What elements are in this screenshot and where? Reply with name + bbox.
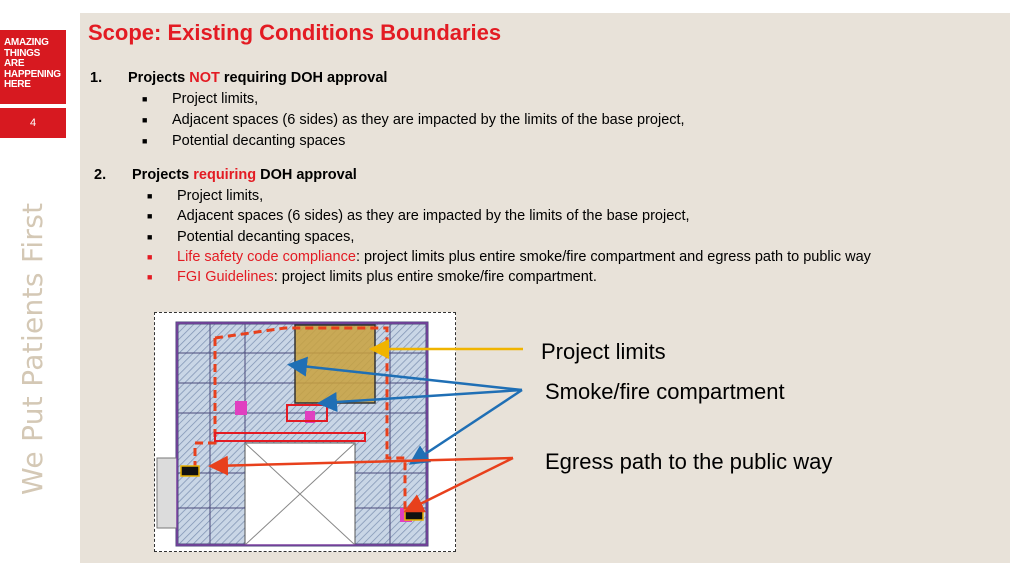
bullet-item — [142, 112, 685, 128]
bullet-item — [147, 229, 355, 245]
bullet-text: : project limits plus entire smoke/fire compartment and egress path to public way — [355, 249, 871, 265]
exit-icon — [405, 510, 423, 520]
section-1-heading — [90, 70, 387, 86]
section-number: 2. — [94, 167, 107, 183]
heading-prefix: Projects — [132, 167, 194, 183]
bullet-lead: FGI Guidelines — [177, 269, 274, 285]
page-number: 4 — [0, 108, 66, 138]
section-2-heading — [94, 167, 357, 183]
heading-highlight: NOT — [189, 70, 220, 86]
brand-line: ARE — [4, 58, 25, 69]
bullet-square-icon: ■ — [147, 211, 153, 221]
floor-plan-image — [154, 312, 456, 552]
legend-smoke-fire-compartment: Smoke/fire compartment — [545, 379, 785, 404]
bullet-item — [142, 133, 346, 149]
bullet-item — [142, 91, 259, 107]
bullet-item — [147, 208, 690, 224]
bullet-item — [147, 269, 597, 285]
bullet-text: Potential decanting spaces, — [177, 229, 355, 245]
bullet-square-icon: ■ — [147, 232, 153, 242]
sidebar — [0, 0, 66, 576]
legend-project-limits: Project limits — [541, 339, 666, 364]
section-number: 1. — [90, 70, 103, 86]
brand-line: THINGS — [4, 47, 40, 59]
bullet-text: Project limits, — [172, 91, 259, 107]
brand-logo — [0, 30, 66, 104]
bullet-text: Adjacent spaces (6 sides) as they are impacted by the limits of the base project, — [177, 208, 690, 224]
bullet-square-icon: ■ — [142, 94, 148, 104]
bullet-text: Project limits, — [177, 188, 264, 204]
heading-suffix: DOH approval — [256, 167, 357, 183]
brand-line: AMAZING — [4, 37, 49, 48]
slide-title: Scope: Existing Conditions Boundaries — [88, 20, 502, 45]
project-limits-area — [295, 325, 375, 403]
bullet-square-icon: ■ — [147, 191, 153, 201]
bullet-text: Potential decanting spaces — [172, 133, 346, 149]
floor-plan-drawing — [155, 313, 455, 551]
bullet-square-icon: ■ — [147, 272, 153, 282]
slogan-text: We Put Patients First — [16, 202, 49, 495]
bullet-item — [147, 188, 264, 204]
bullet-text: Adjacent spaces (6 sides) as they are impacted by the limits of the base project, — [172, 112, 685, 128]
bullet-square-icon: ■ — [142, 115, 148, 125]
exit-icon — [181, 466, 199, 476]
bullet-square-icon: ■ — [147, 252, 153, 262]
brand-line: HERE — [4, 79, 31, 90]
bullet-text: : project limits plus entire smoke/fire compartment. — [273, 269, 597, 285]
heading-highlight: requiring — [193, 167, 257, 183]
bullet-square-icon: ■ — [142, 136, 148, 146]
bullet-item — [147, 249, 871, 265]
brand-line: HAPPENING — [4, 68, 61, 80]
heading-prefix: Projects — [128, 70, 190, 86]
legend-egress-path: Egress path to the public way — [545, 449, 833, 474]
heading-suffix: requiring DOH approval — [219, 70, 388, 86]
bullet-lead: Life safety code compliance — [177, 249, 356, 265]
